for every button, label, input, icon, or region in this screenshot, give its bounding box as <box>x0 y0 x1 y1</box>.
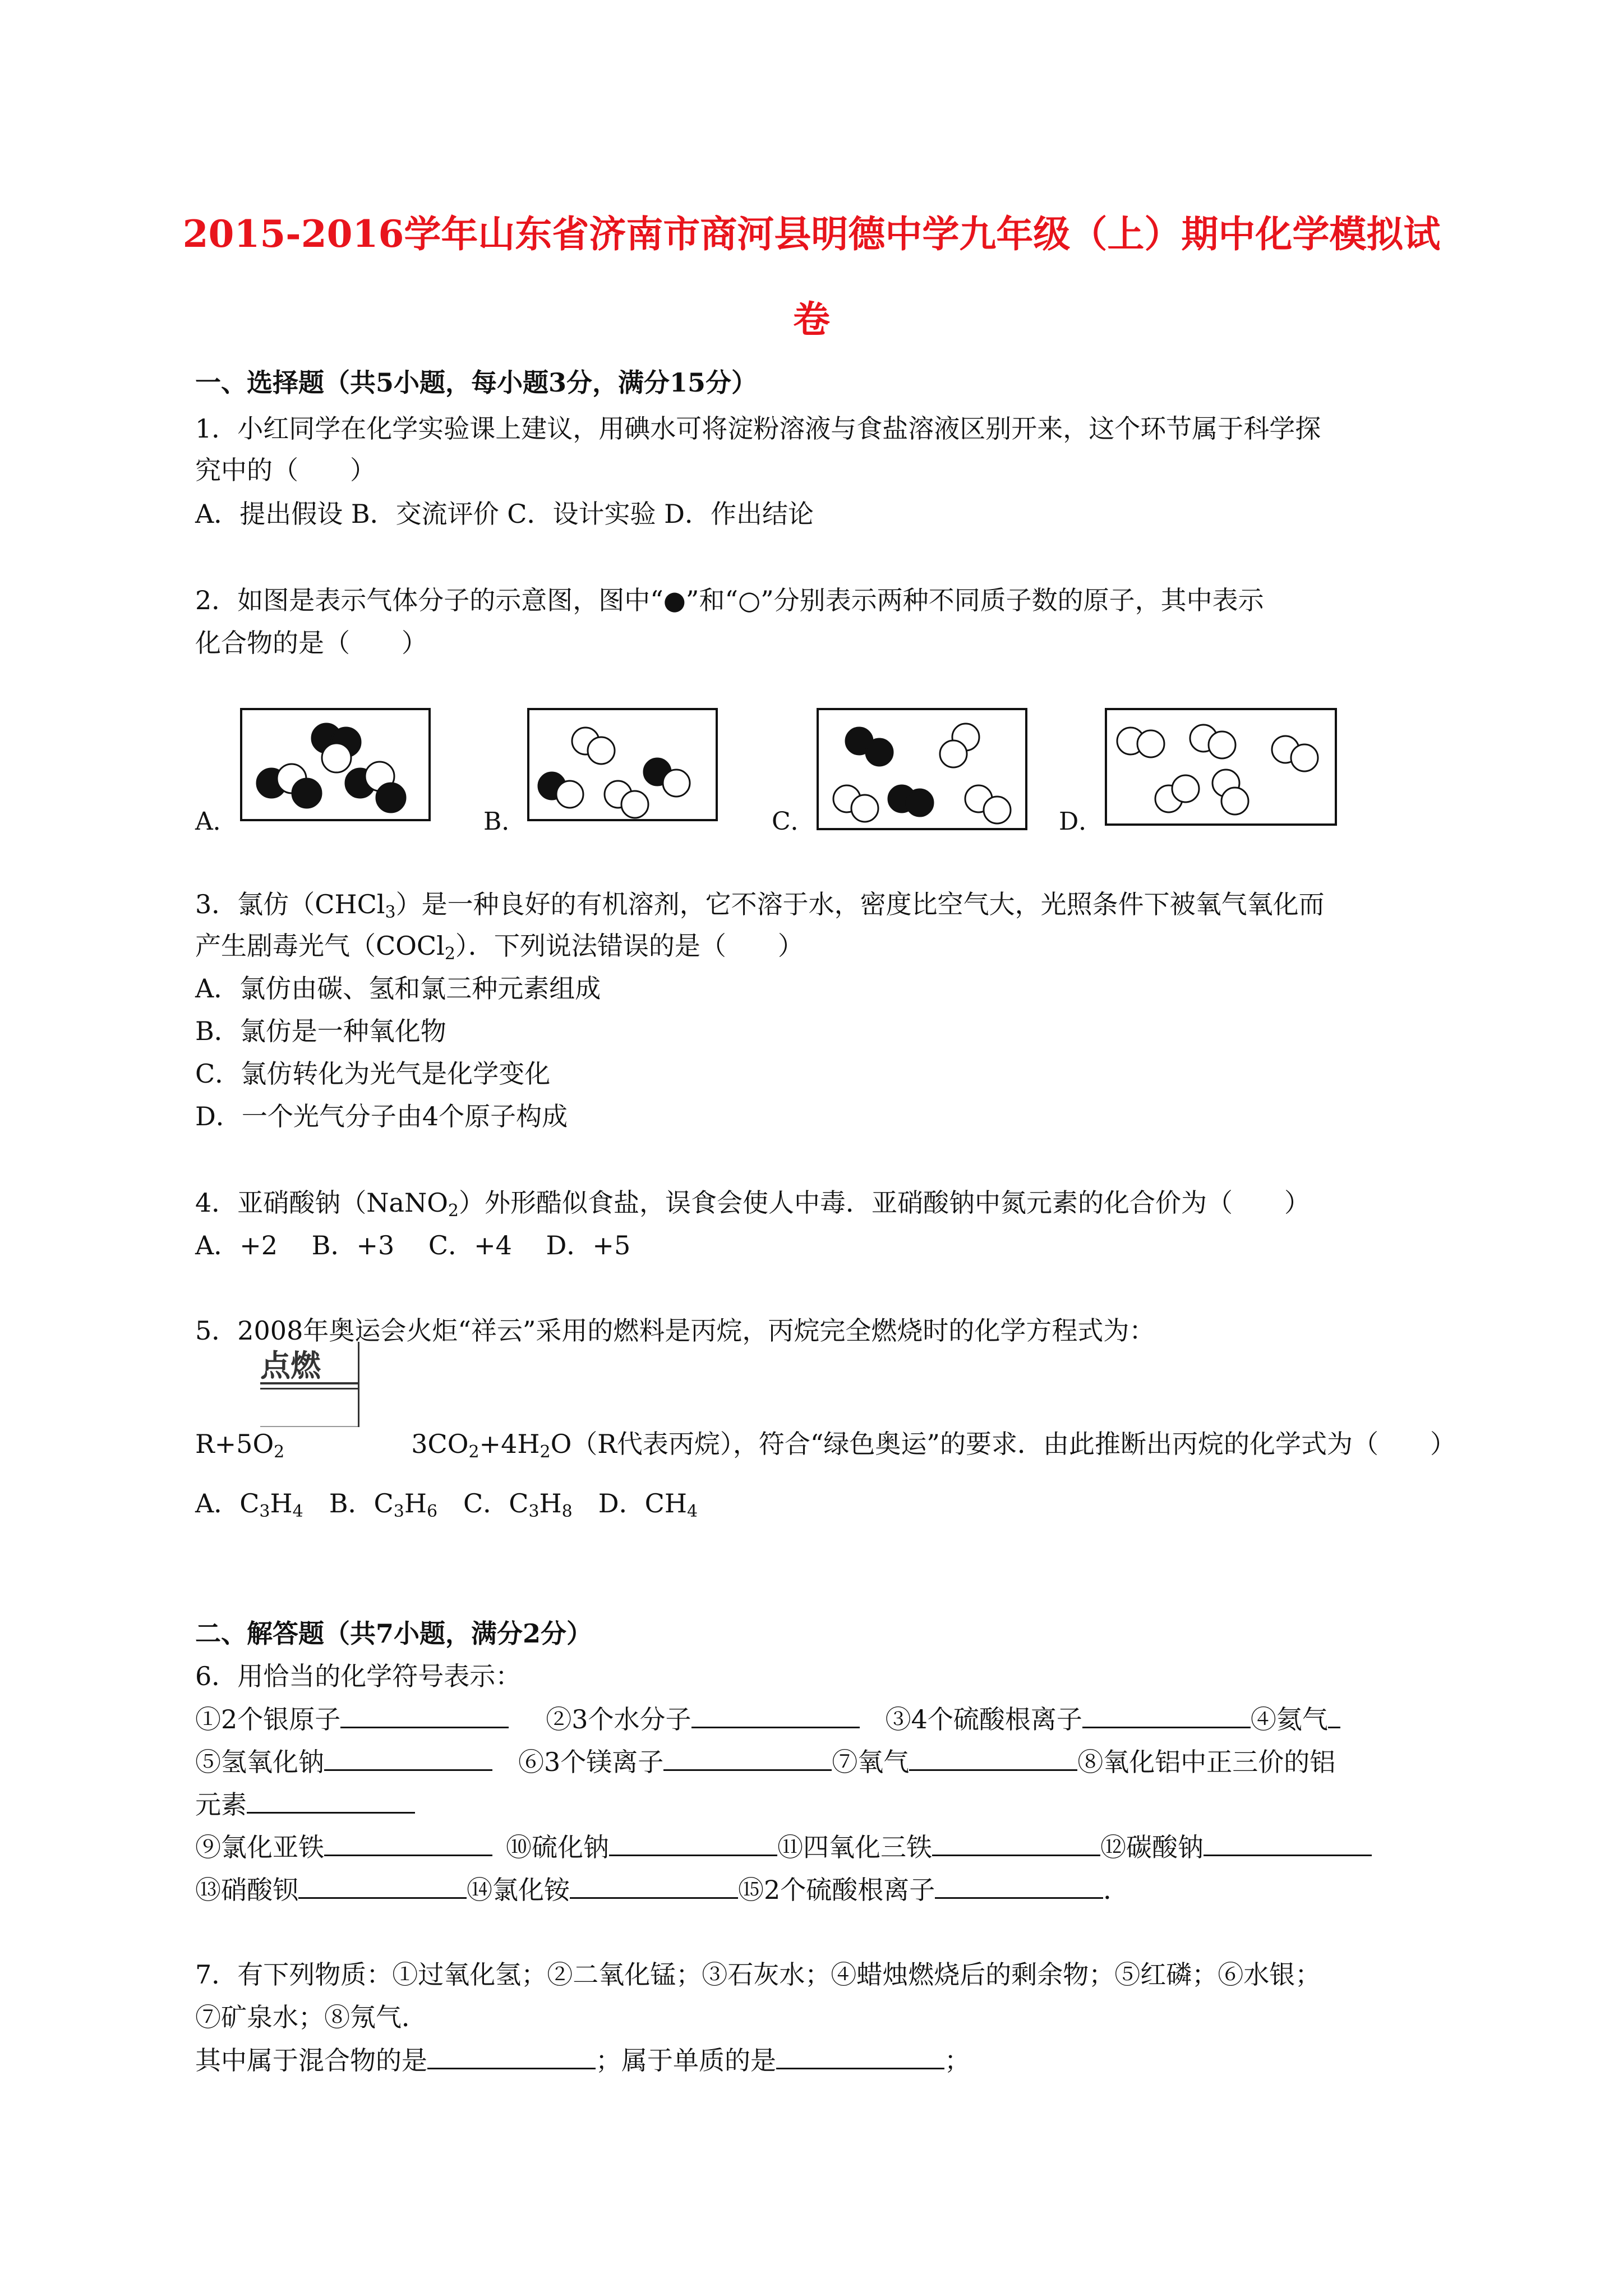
q3-option-a: A．氯仿由碳、氢和氯三种元素组成 <box>195 973 601 1004</box>
q7-line3: 其中属于混合物的是 ；属于单质的是 ； <box>195 2043 1463 2077</box>
q2-figure-b <box>527 708 718 821</box>
q6-row2b: 元素 <box>195 1787 1463 1821</box>
q2-label-c: C． <box>772 807 815 836</box>
q5-options: A．$C_3H_4$ B．$C_3H_6$ C．$C_3H_8$ D．$CH_4$ <box>195 1488 698 1521</box>
q1-line2: 究中的（ ） <box>195 455 376 485</box>
answer-blank[interactable] <box>932 1830 1100 1856</box>
q6-row2: ⑤氢氧化钠 ⑥3个镁离子 ⑦氧气 ⑧氧化铝中正三价的铝 <box>195 1745 1463 1779</box>
section1-heading: 一、选择题（共5小题，每小题3分，满分15分） <box>195 367 758 398</box>
molecule-diagram-b <box>529 710 716 819</box>
answer-blank[interactable] <box>909 1745 1077 1771</box>
section2-heading: 二、解答题（共7小题，满分2分） <box>195 1618 593 1649</box>
q2-line1: 2．如图是表示气体分子的示意图，图中“●”和“○”分别表示两种不同质子数的原子，其中表示 <box>195 585 1264 615</box>
molecule-diagram-d <box>1107 710 1335 823</box>
q5-line1: 5．2008年奥运会火炬“祥云”采用的燃料是丙烷，丙烷完全燃烧时的化学方程式为： <box>195 1315 1155 1346</box>
q3-line2: 产生剧毒光气（COCl$_2$）．下列说法错误的是（ ） <box>195 931 804 964</box>
exam-title-line1: 2015-2016学年山东省济南市商河县明德中学九年级（上）期中化学模拟试 <box>182 212 1441 256</box>
q2-figure-c <box>817 708 1027 830</box>
q4-line1: 4．亚硝酸钠（NaNO$_2$）外形酷似食盐，误食会使人中毒．亚硝酸钠中氮元素的化合价为（ ） <box>195 1188 1310 1221</box>
q6-row1: ①2个银原子 ②3个水分子 ③4个硫酸根离子 ④氦气 <box>195 1702 1463 1736</box>
q1-options: A．提出假设 B．交流评价 C．设计实验 D．作出结论 <box>195 499 814 529</box>
exam-title-line2: 卷 <box>793 297 830 341</box>
answer-blank[interactable] <box>247 1787 415 1814</box>
reaction-condition: 点燃 <box>260 1348 321 1383</box>
q6-row3: ⑨氯化亚铁 ⑩硫化钠 ⑪四氧化三铁 ⑫碳酸钠 <box>195 1830 1463 1864</box>
molecule-diagram-a <box>242 710 428 819</box>
q2-figure-a <box>240 708 431 821</box>
q7-line1: 7．有下列物质：①过氧化氢；②二氧化锰；③石灰水；④蜡烛燃烧后的剩余物；⑤红磷；⑥水银； <box>195 1959 1321 1990</box>
q2-figure-d <box>1105 708 1337 826</box>
answer-blank[interactable] <box>1204 1830 1372 1856</box>
reaction-condition-arrow <box>258 1342 362 1427</box>
q1-line1: 1．小红同学在化学实验课上建议，用碘水可将淀粉溶液与食盐溶液区别开来，这个环节属于科学探 <box>195 413 1321 444</box>
q2-label-a: A． <box>195 807 238 836</box>
q2-line2: 化合物的是（ ） <box>195 628 427 658</box>
q7-line2: ⑦矿泉水；⑧氖气． <box>195 2002 427 2032</box>
molecule-diagram-c <box>819 710 1025 828</box>
q2-label-b: B． <box>483 807 527 836</box>
answer-blank[interactable] <box>1082 1702 1251 1728</box>
answer-blank[interactable] <box>324 1830 492 1856</box>
q5-equation: $R+5O_2$ $3CO_2+4H_2O(R$代表丙烷），符合“绿色奥运”的要求．由此推断出丙烷的化学式为（ ） <box>195 1429 1456 1462</box>
answer-blank[interactable] <box>609 1830 777 1856</box>
answer-blank[interactable] <box>935 1872 1103 1899</box>
answer-blank[interactable] <box>1328 1702 1340 1728</box>
answer-blank[interactable] <box>324 1745 492 1771</box>
q3-option-b: B．氯仿是一种氧化物 <box>195 1016 446 1046</box>
answer-blank[interactable] <box>776 2043 944 2069</box>
q6-intro: 6．用恰当的化学符号表示： <box>195 1661 522 1691</box>
q3-line1: 3．氯仿（CHCl$_3$）是一种良好的有机溶剂，它不溶于水，密度比空气大，光照条件下被氧气氧化而 <box>195 889 1325 922</box>
q6-row4: ⑬硝酸钡 ⑭氯化铵 ⑮2个硫酸根离子 ． <box>195 1872 1463 1907</box>
answer-blank[interactable] <box>663 1745 832 1771</box>
q3-option-c: C．氯仿转化为光气是化学变化 <box>195 1059 551 1089</box>
answer-blank[interactable] <box>340 1702 509 1728</box>
q4-options: A．+2 B．+3 C．+4 D．+5 <box>195 1230 631 1260</box>
answer-blank[interactable] <box>691 1702 860 1728</box>
q2-label-d: D． <box>1059 807 1104 836</box>
answer-blank[interactable] <box>427 2043 596 2069</box>
answer-blank[interactable] <box>298 1872 467 1899</box>
q3-option-d: D．一个光气分子由4个原子构成 <box>195 1101 568 1131</box>
answer-blank[interactable] <box>570 1872 738 1899</box>
